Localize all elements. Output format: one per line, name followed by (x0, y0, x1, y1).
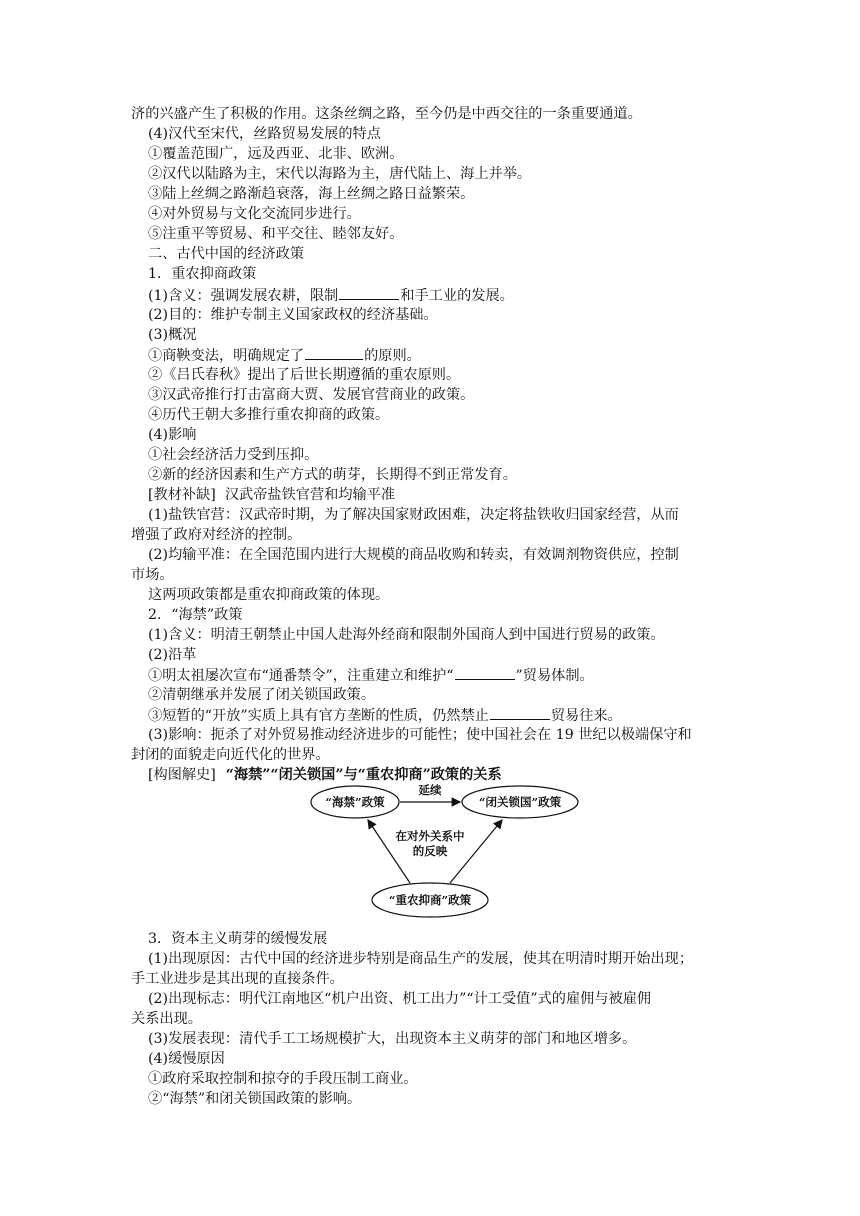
text-line: ③汉武帝推行打击富商大贾、发展官营商业的政策。 (148, 387, 475, 403)
text-line: (3)影响：扼杀了对外贸易推动经济进步的可能性；使中国社会在 19 世纪以极端保守和 (148, 727, 692, 743)
text-span: ”贸易体制。 (515, 668, 594, 684)
fill-blank[interactable] (339, 285, 399, 300)
fill-blank[interactable] (455, 665, 515, 680)
text-line: (1)出现原因：古代中国的经济进步特别是商品生产的发展，使其在明清时期开始出现； (148, 951, 694, 967)
subsection-heading: 2．“海禁”政策 (148, 607, 243, 623)
supplement-heading (148, 485, 395, 505)
text-line: ②汉代以陆路为主，宋代以海路为主，唐代陆上、海上并举。 (148, 166, 532, 182)
relationship-diagram (310, 780, 580, 920)
text-line: 手工业进步是其出现的直接条件。 (131, 971, 344, 987)
fill-blank[interactable] (490, 705, 550, 720)
text-line: ②新的经济因素和生产方式的萌芽，长期得不到正常发育。 (148, 467, 517, 483)
node-zhongnong: “重农抑商”政策 (388, 893, 472, 907)
text-line: (3)概况 (148, 327, 197, 343)
supplement-title: 汉武帝盐铁官营和均输平准 (224, 487, 396, 503)
text-line: ②清朝继承并发展了闭关锁国政策。 (148, 687, 376, 703)
text-span: 和手工业的发展。 (400, 288, 514, 304)
text-line (148, 705, 622, 726)
text-line: ①覆盖范围广，远及西亚、北非、欧洲。 (148, 146, 404, 162)
text-line: (1)含义：明清王朝禁止中国人赴海外经商和限制外国商人到中国进行贸易的政策。 (148, 627, 665, 643)
text-line (148, 285, 514, 306)
text-line: 关系出现。 (131, 1011, 202, 1027)
section-heading: 二、古代中国的经济政策 (148, 246, 305, 262)
center-label-2: 的反映 (412, 844, 448, 858)
text-span: ①明太祖屡次宣布“通番禁令”，注重建立和维护“ (148, 668, 454, 684)
text-line: ②“海禁”和闭关锁国政策的影响。 (148, 1091, 362, 1107)
text-line: 封闭的面貌走向近代化的世界。 (131, 747, 330, 763)
text-line: (2)出现标志：明代江南地区“机户出资、机工出力”“计工受值”式的雇佣与被雇佣 (148, 991, 652, 1007)
node-biguan: “闭关锁国”政策 (478, 795, 562, 809)
text-line (148, 665, 594, 686)
node-haijin: “海禁”政策 (325, 795, 385, 809)
text-line: ①社会经济活力受到压抑。 (148, 447, 319, 463)
text-span: ③短暂的“开放”实质上具有官方垄断的性质，仍然禁止 (148, 708, 489, 724)
text-line: ④历代王朝大多推行重农抑商的政策。 (148, 407, 390, 423)
text-span: ①商鞅变法，明确规定了 (148, 348, 305, 364)
edge-label-continue: 延续 (418, 783, 442, 797)
diagram-title: “海禁”“闭关锁国”与“重农抑商”政策的关系 (225, 767, 502, 783)
text-line: 这两项政策都是重农抑商政策的体现。 (148, 587, 390, 603)
subsection-heading: 3．资本主义萌芽的缓慢发展 (148, 931, 328, 947)
text-line: ②《吕氏春秋》提出了后世长期遵循的重农原则。 (148, 367, 461, 383)
text-line: (2)沿革 (148, 647, 197, 663)
text-line: 市场。 (131, 567, 174, 583)
text-line: (2)均输平准：在全国范围内进行大规模的商品收购和转卖，有效调剂物资供应，控制 (148, 547, 679, 563)
text-span: 贸易往来。 (550, 708, 622, 724)
fill-blank[interactable] (305, 345, 363, 360)
text-line: (1)盐铁官营：汉武帝时期，为了解决国家财政困难，决定将盐铁收归国家经营，从而 (148, 507, 679, 523)
text-line: ③陆上丝绸之路渐趋衰落，海上丝绸之路日益繁荣。 (148, 186, 475, 202)
text-line: (4)汉代至宋代，丝路贸易发展的特点 (148, 126, 381, 142)
text-line: 济的兴盛产生了积极的作用。这条丝绸之路，至今仍是中西交往的一条重要通道。 (131, 106, 642, 122)
text-line: (4)缓慢原因 (148, 1051, 225, 1067)
text-line: (2)目的：维护专制主义国家政权的经济基础。 (148, 307, 438, 323)
text-line: ①政府采取控制和掠夺的手段压制工商业。 (148, 1071, 418, 1087)
diagram-tag: [构图解史] (148, 767, 216, 783)
text-line: (3)发展表现：清代手工工场规模扩大，出现资本主义萌芽的部门和地区增多。 (148, 1031, 637, 1047)
text-line (148, 345, 421, 366)
subsection-heading: 1．重农抑商政策 (148, 266, 257, 282)
text-span: 的原则。 (364, 348, 421, 364)
text-line: ④对外贸易与文化交流同步进行。 (148, 206, 361, 222)
text-line: ⑤注重平等贸易、和平交往、睦邻友好。 (148, 226, 404, 242)
text-line: (4)影响 (148, 427, 197, 443)
supplement-tag: [教材补缺] (148, 487, 216, 503)
center-label-1: 在对外关系中 (395, 829, 465, 843)
text-line: 增强了政府对经济的控制。 (131, 527, 302, 543)
text-span: (1)含义：强调发展农耕，限制 (148, 288, 339, 304)
